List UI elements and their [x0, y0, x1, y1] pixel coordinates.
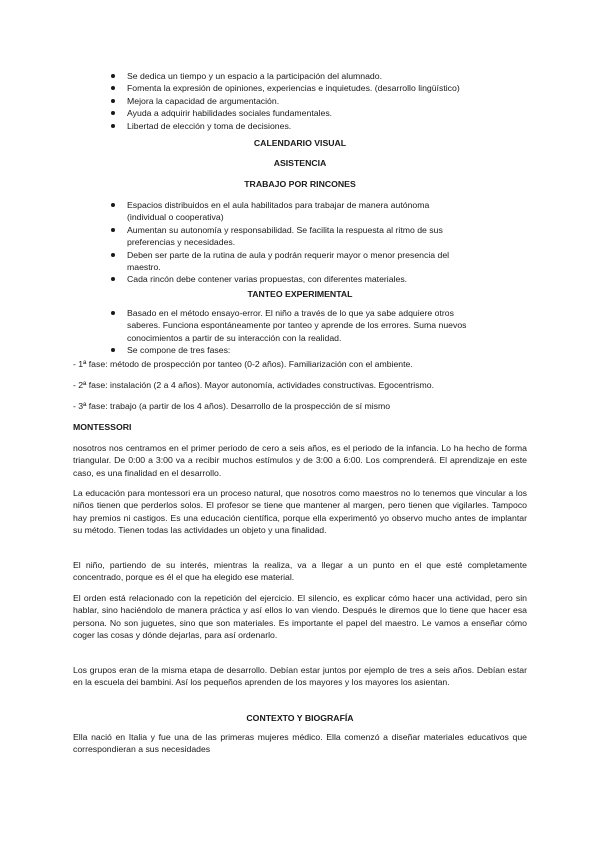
list-item: Espacios distribuidos en el aula habilitados para trabajar de manera autónoma (individual o cooperativa)	[127, 199, 530, 224]
phase-3: - 3ª fase: trabajo (a partir de los 4 años). Desarrollo de la prospección de sí mismo	[73, 401, 391, 411]
list-item: Mejora la capacidad de argumentación.	[127, 95, 530, 107]
paragraph: Los grupos eran de la misma etapa de desarrollo. Debían estar juntos por ejemplo de tres a seis años. Debían estar en la escuela dei bambini. Así los pequeños aprenden de los mayores y los mayores los asientan.	[73, 665, 527, 688]
heading-asistencia: ASISTENCIA	[273, 158, 327, 168]
list-item: Libertad de elección y toma de decisiones.	[127, 120, 530, 132]
paragraph: El niño, partiendo de su interés, mientras la realiza, va a llegar a un punto en el que esté completamente concentrado, porque es él el que ha elegido ese material.	[73, 560, 527, 583]
list-item: Fomenta la expresión de opiniones, experiencias e inquietudes. (desarrollo lingüístico)	[127, 82, 530, 94]
paragraph: La educación para montessori era un proceso natural, que nosotros como maestros no lo tenemos que vincular a los niños tienen que perderlos solos. El profesor se tiene que mantener al margen, pero tienen que vigilarles. Tampoco hay premios ni castigos. Es una educación científica, porque ella experimentó yo observo mucho antes de implantar su método. Tienen todas las actividades un objeto y una finalidad.	[73, 488, 527, 536]
phase-1: - 1ª fase: método de prospección por tanteo (0-2 años). Familiarización con el ambiente.	[73, 359, 413, 369]
heading-calendario: CALENDARIO VISUAL	[253, 138, 347, 148]
phase-2: - 2ª fase: instalación (2 a 4 años). Mayor autonomía, actividades constructivas. Egocentrismo.	[73, 380, 435, 390]
participation-list	[0, 70, 600, 132]
heading-tanteo: TANTEO EXPERIMENTAL	[247, 289, 353, 299]
paragraph: nosotros nos centramos en el primer periodo de cero a seis años, es el periodo de la infancia. Lo ha hecho de forma triangular. De 0:00 a 3:00 va a recibir muchos estímulos y de 3:00 a 6:00. Los comprenderá. El aprendizaje en este caso, es una finalidad en el desarrollo.	[73, 443, 527, 478]
paragraph: El orden está relacionado con la repetición del ejercicio. El silencio, es explicar cómo hacer una actividad, pero sin hablar, sino haciéndolo de manera práctica y así ellos lo van viendo. Después le diremos que lo tiene que hacer esa persona. No son juguetes, sino que son materiales. Es importante el papel del maestro. Le vamos a enseñar cómo coger las cosas y dónde dejarlas, para así ordenarlo.	[73, 593, 527, 641]
list-item: Cada rincón debe contener varias propuestas, con diferentes materiales.	[127, 273, 530, 285]
rincones-list	[0, 199, 600, 286]
heading-contexto: CONTEXTO Y BIOGRAFÍA	[246, 713, 354, 723]
biography-paragraph: Ella nació en Italia y fue una de las primeras mujeres médico. Ella comenzó a diseñar materiales educativos que correspondieran a sus necesidades	[73, 732, 527, 755]
list-item: Basado en el método ensayo-error. El niño a través de lo que ya sabe adquiere otros saberes. Funciona espontáneamente por tanteo y aprende de los errores. Suma nuevos conocimientos a partir de su interacción con la realidad.	[127, 307, 530, 344]
list-item: Se dedica un tiempo y un espacio a la participación del alumnado.	[127, 70, 530, 82]
heading-rincones: TRABAJO POR RINCONES	[244, 179, 356, 189]
list-item: Se compone de tres fases:	[127, 344, 530, 356]
list-item: Aumentan su autonomía y responsabilidad. Se facilita la respuesta al ritmo de sus preferencias y necesidades.	[127, 224, 530, 249]
heading-montessori: MONTESSORI	[73, 422, 132, 432]
list-item: Ayuda a adquirir habilidades sociales fundamentales.	[127, 107, 530, 119]
tanteo-list	[0, 307, 600, 357]
list-item: Deben ser parte de la rutina de aula y podrán requerir mayor o menor presencia del maestro.	[127, 249, 530, 274]
